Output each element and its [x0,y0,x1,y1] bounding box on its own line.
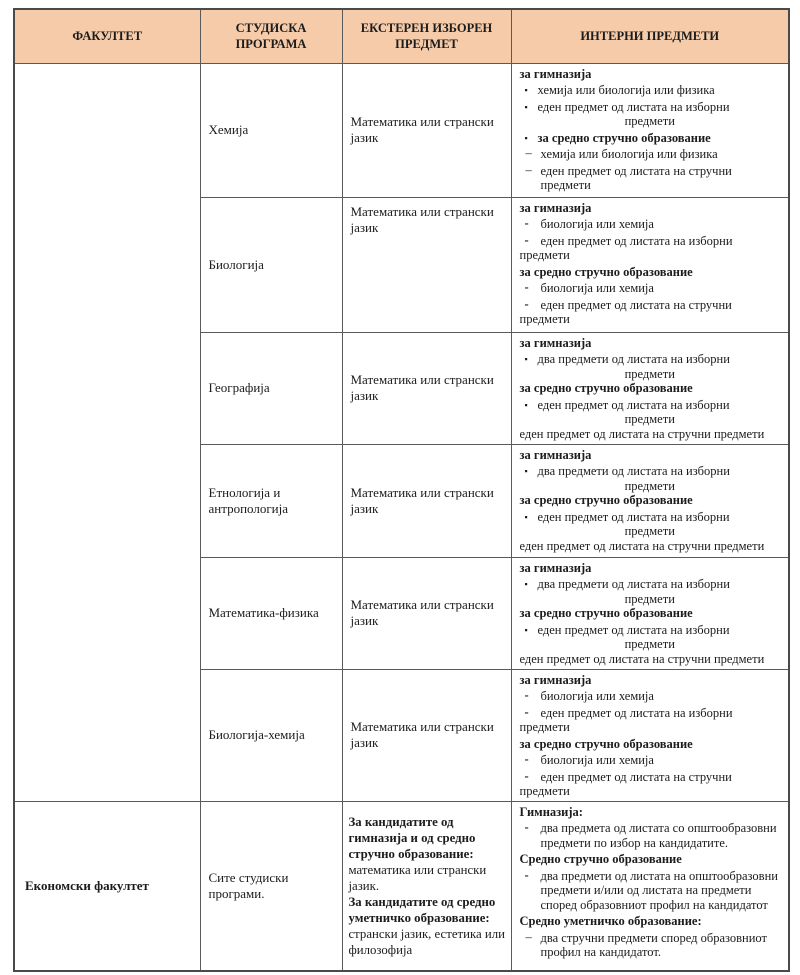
program-cell: Математика-физика [200,557,342,669]
table-row [14,801,789,971]
internal-line: – еден предмет од листата на стручни [515,164,786,179]
header-faculty: ФАКУЛТЕТ [14,9,200,63]
extern-cell: Математика или странски јазик [342,557,511,669]
internal-cell [511,332,789,444]
internal-line: ▪ еден предмет од листата на изборни [515,100,786,115]
faculty-cell-empty [14,63,200,801]
internal-line: Средно уметничко образование: [519,914,702,928]
internal-line: предмети [519,248,570,262]
internal-line: за средно стручно образование [519,606,693,620]
header-row [14,9,789,63]
table-row [14,63,789,197]
extern-line: уметничко образование: [348,910,490,925]
internal-line: предмети [624,524,675,538]
program-cell: Етнологија и антропологија [200,444,342,557]
extern-line: стручно образование: [348,846,474,861]
internal-line: – хемија или биологија или физика [515,147,786,162]
internal-line: - два предмета од листата со општообразовни [515,821,786,836]
internal-line: ▪ два предмети од листата на изборни [515,577,786,592]
internal-line: ▪ еден предмет од листата на изборни [515,510,786,525]
extern-line: јазик. [348,878,380,893]
extern-cell [342,801,511,971]
extern-cell: Математика или странски јазик [342,197,511,332]
internal-line: Средно стручно образование [519,852,682,866]
internal-line: - биологија или хемија [515,689,786,704]
internal-line: ▪ два предмети од листата на изборни [515,352,786,367]
faculty-cell: Економски факултет [14,801,200,971]
header-external-subject: ЕКСТЕРЕН ИЗБОРЕН ПРЕДМЕТ [342,9,511,63]
extern-line: математика или странски [348,862,487,877]
internal-line: за гимназија [519,66,592,81]
internal-line: – два стручни предмети според образовниот [515,931,786,946]
internal-line: - биологија или хемија [515,753,786,768]
admission-table [13,8,790,972]
internal-line: еден предмет од листата на стручни предмети [519,538,765,553]
internal-cell [511,63,789,197]
internal-line: - еден предмет од листата на стручни [515,298,786,313]
extern-line: филозофија [348,942,413,957]
extern-line: За кандидатите од [348,814,454,829]
extern-cell: Математика или странски јазик [342,63,511,197]
internal-line: ▪ еден предмет од листата на изборни [515,623,786,638]
internal-line: - два предмети од листата на општообразовни [515,869,786,884]
internal-line: - еден предмет од листата на изборни [515,234,786,249]
internal-line: предмети [624,637,675,651]
internal-line: предмети [624,591,675,606]
internal-line: предмети [519,720,570,734]
internal-line: предмети [624,478,675,493]
internal-line: ▪ два предмети од листата на изборни [515,464,786,479]
internal-line: - биологија или хемија [515,281,786,296]
extern-cell: Математика или странски јазик [342,669,511,801]
internal-cell [511,669,789,801]
internal-line: предмети [624,114,675,128]
internal-line: предмети и/или од листата на предмети [540,883,752,897]
internal-line: за средно стручно образование [519,736,693,751]
internal-line: еден предмет од листата на стручни предмети [519,426,765,441]
internal-line: за гимназија [519,447,592,462]
internal-line: за гимназија [519,335,592,350]
internal-line: - еден предмет од листата на изборни [515,706,786,721]
internal-line: ▪ еден предмет од листата на изборни [515,398,786,413]
program-cell: Биологија-хемија [200,669,342,801]
internal-cell [511,557,789,669]
internal-line: за средно стручно образование [519,264,693,279]
internal-cell [511,444,789,557]
header-internal-subjects: ИНТЕРНИ ПРЕДМЕТИ [511,9,789,63]
internal-line: ▪ хемија или биологија или физика [515,83,786,98]
extern-line: гимназија и од средно [348,830,476,845]
internal-cell [511,197,789,332]
internal-line: за гимназија [519,560,592,575]
internal-line: ▪ за средно стручно образование [515,131,786,146]
internal-line: предмети [540,178,591,192]
internal-line: предмети [519,312,570,326]
program-cell: Хемија [200,63,342,197]
extern-line: странски јазик, естетика или [348,926,505,941]
program-cell: Сите студиски програми. [200,801,342,971]
program-cell: Географија [200,332,342,444]
internal-line: еден предмет од листата на стручни предмети [519,651,765,666]
internal-line: - биологија или хемија [515,217,786,232]
internal-line: предмети [519,784,570,798]
internal-line: профил на кандидатот. [540,945,661,959]
internal-line: предмети [624,366,675,381]
internal-line: Гимназија: [519,804,583,819]
program-cell: Биологија [200,197,342,332]
internal-line: за средно стручно образование [519,381,693,395]
internal-line: предмети по избор на кандидатите. [540,835,728,850]
internal-line: - еден предмет од листата на стручни [515,770,786,785]
header-study-program: СТУДИСКА ПРОГРАМА [200,9,342,63]
internal-line: за средно стручно образование [519,493,693,507]
internal-line: според образовниот профил на кандидатот [540,897,768,912]
extern-line: За кандидатите од средно [348,894,496,909]
internal-line: за гимназија [519,672,592,687]
internal-line: за гимназија [519,200,592,215]
internal-line: предмети [624,412,675,426]
extern-cell: Математика или странски јазик [342,332,511,444]
internal-cell [511,801,789,971]
extern-cell: Математика или странски јазик [342,444,511,557]
